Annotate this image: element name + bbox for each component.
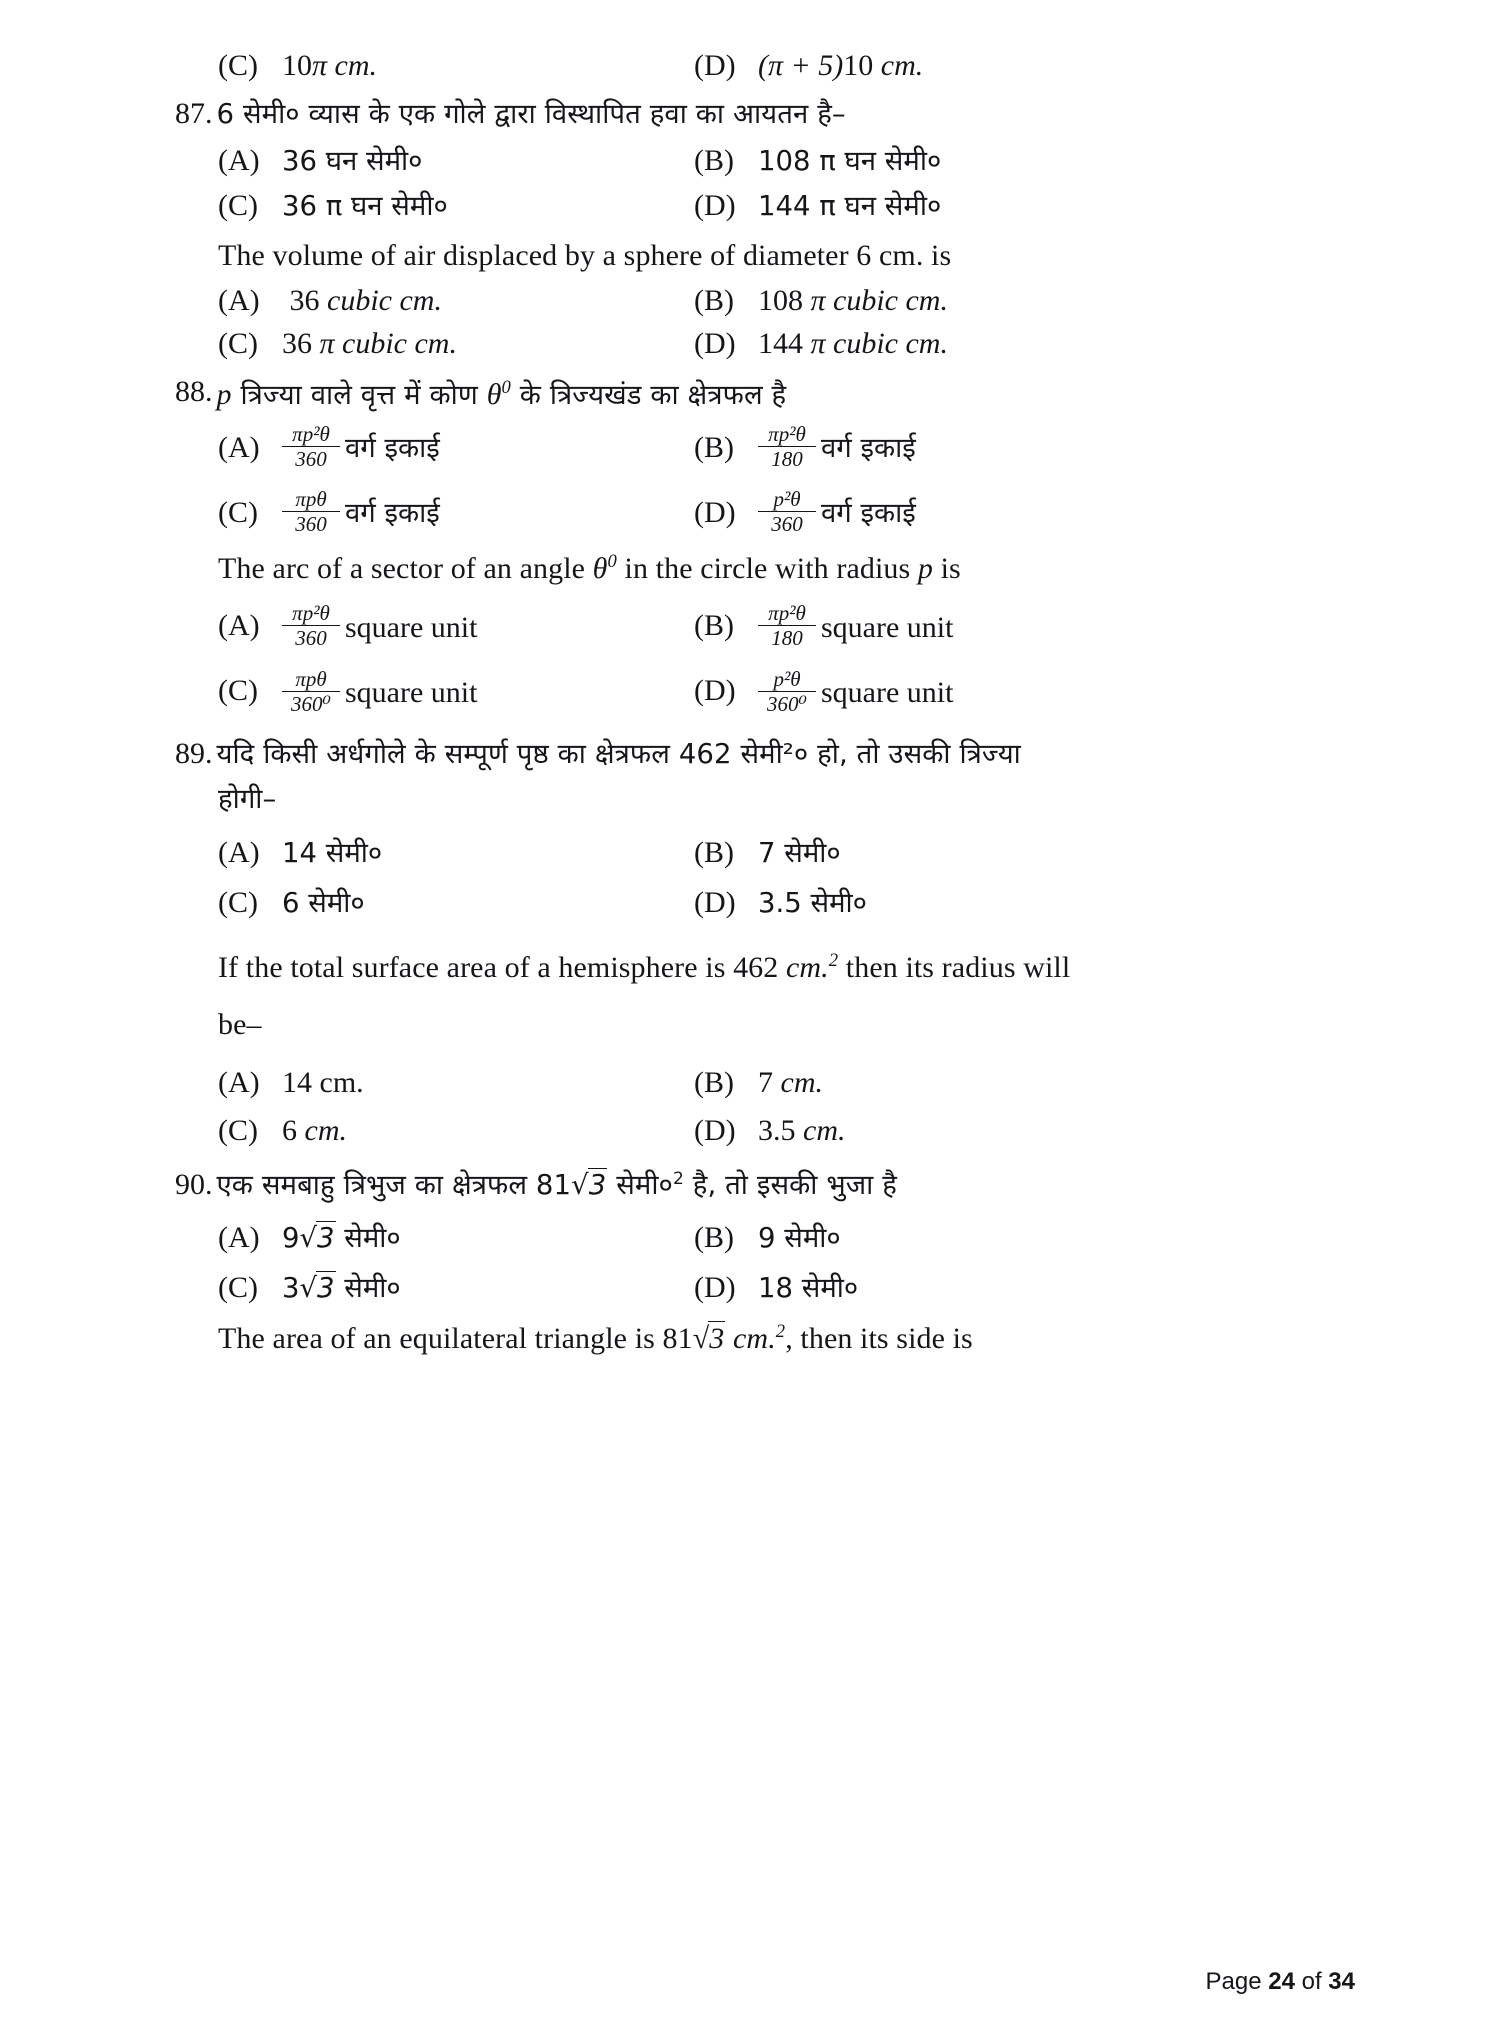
- option-b: [675, 1066, 1355, 1100]
- option-c: [175, 189, 675, 225]
- fraction-unit: square unit: [345, 610, 478, 644]
- option-c: [175, 666, 675, 717]
- option-text: 6 cm.: [282, 1113, 347, 1147]
- option-a: [175, 836, 675, 872]
- fraction-unit: वर्ग इकाई: [821, 431, 916, 464]
- option-d: [675, 1271, 1355, 1307]
- option-d: [675, 189, 1355, 225]
- page-footer: [1206, 1968, 1356, 1996]
- fraction-denominator: 360⁰: [291, 691, 331, 716]
- fraction: [282, 602, 340, 649]
- option-c: [175, 1114, 675, 1148]
- option-label: (C): [218, 49, 258, 82]
- fraction-denominator: 360: [295, 626, 327, 651]
- fraction-denominator: 180: [771, 447, 803, 472]
- footer-prefix: Page: [1205, 1968, 1262, 1995]
- question-88-hindi-options-row-1: [175, 422, 1355, 472]
- option-label: (B): [694, 143, 734, 177]
- fraction: [282, 423, 340, 470]
- option-text: 6 सेमी०: [282, 886, 365, 919]
- question-88-english-options-row-1: [175, 601, 1355, 651]
- fraction: [758, 488, 816, 535]
- option-text: 36 cubic cm.: [282, 284, 442, 318]
- question-90-header: [175, 1168, 1355, 1206]
- option-label: (D): [694, 495, 736, 529]
- option-label: (A): [218, 608, 260, 642]
- carryover-options-row: [175, 49, 1355, 83]
- option-text: [282, 487, 675, 537]
- question-number: 87.: [175, 97, 213, 130]
- fraction-numerator: πp²θ: [292, 422, 330, 447]
- option-label: (D): [694, 188, 736, 222]
- option-label: (B): [694, 1221, 734, 1255]
- option-label: (C): [218, 1271, 258, 1305]
- fraction-numerator: πpθ: [295, 487, 327, 512]
- fraction-denominator: 360⁰: [767, 691, 807, 716]
- question-89-hindi-options-row-1: [175, 836, 1355, 872]
- option-c: [175, 327, 675, 361]
- option-text: (π + 5)10 cm.: [758, 49, 924, 82]
- fraction-numerator: πp²θ: [768, 601, 806, 626]
- option-text: 144 π cubic cm.: [758, 327, 948, 361]
- question-87-header: [175, 97, 1355, 135]
- question-89-stem-english-line-1: If the total surface area of a hemisphere is 462 cm.$^2$ then its radius will: [218, 949, 1071, 984]
- option-text: 14 सेमी०: [282, 837, 383, 870]
- option-text: 108 π घन सेमी०: [758, 144, 942, 177]
- option-a: [175, 1066, 675, 1100]
- option-label: (D): [694, 49, 736, 82]
- option-text: 14 cm.: [282, 1065, 364, 1099]
- option-text: 7 सेमी०: [758, 837, 841, 870]
- carryover-option-c: [175, 49, 675, 83]
- question-89-stem-hindi-line-2: होगी–: [218, 783, 277, 816]
- question-87-english-options-row-1: [175, 284, 1355, 318]
- option-b: [675, 144, 1355, 180]
- option-label: (C): [218, 188, 258, 222]
- option-label: (D): [694, 885, 736, 919]
- question-stem-hindi: 6 सेमी० व्यास के एक गोले द्वारा विस्थापित हवा का आयतन है–: [216, 98, 846, 130]
- option-label: (B): [694, 1065, 734, 1099]
- option-label: (D): [694, 673, 736, 707]
- option-label: (C): [218, 495, 258, 529]
- option-label: (B): [694, 836, 734, 870]
- option-b: [675, 284, 1355, 318]
- option-label: (D): [694, 327, 736, 361]
- question-stem-hindi: p त्रिज्या वाले वृत्त में कोण $\theta^0$ के त्रिज्यखंड का क्षेत्रफल है: [216, 377, 787, 412]
- fraction: [758, 602, 816, 649]
- square-root: √3: [299, 1272, 335, 1305]
- square-root: √3: [299, 1222, 335, 1255]
- option-text: [282, 666, 675, 717]
- option-c: [175, 1271, 675, 1307]
- option-text: [758, 422, 1355, 472]
- question-stem-hindi: एक समबाहु त्रिभुज का क्षेत्रफल 81√3 $सेमी०^2$ है, तो इसकी भुजा है: [217, 1168, 1356, 1204]
- option-b: [675, 422, 1355, 472]
- option-a: [175, 284, 675, 318]
- option-label: (B): [694, 284, 734, 318]
- carryover-option-d: [675, 49, 1355, 83]
- option-a: [175, 601, 675, 651]
- option-d: [675, 487, 1355, 537]
- question-89-english-options-row-1: [175, 1066, 1355, 1100]
- option-text: [282, 422, 675, 472]
- fraction-unit: वर्ग इकाई: [821, 497, 916, 530]
- fraction-unit: square unit: [821, 676, 954, 710]
- option-text: [758, 666, 1355, 717]
- question-stem-hindi-line-1: यदि किसी अर्धगोले के सम्पूर्ण पृष्ठ का क्षेत्रफल 462 सेमी²० हो, तो उसकी त्रिज्या: [216, 737, 1021, 770]
- question-90-stem-english: The area of an equilateral triangle is 81√3 cm.$^2$, then its side is: [175, 1319, 1355, 1358]
- fraction-numerator: πp²θ: [292, 601, 330, 626]
- question-89-hindi-options-row-2: [175, 886, 1355, 922]
- option-text: [758, 487, 1355, 537]
- option-d: [675, 1114, 1355, 1148]
- footer-middle: of: [1301, 1968, 1322, 1995]
- fraction-numerator: πp²θ: [768, 422, 806, 447]
- option-text: 144 π घन सेमी०: [758, 189, 942, 222]
- fraction-unit: वर्ग इकाई: [345, 497, 440, 530]
- option-text: 10π cm.: [282, 49, 378, 82]
- fraction-unit: square unit: [821, 610, 954, 644]
- question-89-stem-english-line-2: be–: [218, 1007, 262, 1041]
- option-text: 3.5 cm.: [758, 1113, 846, 1147]
- question-87-hindi-options-row-2: [175, 189, 1355, 225]
- question-87-stem-english: The volume of air displaced by a sphere of diameter 6 cm. is: [218, 239, 952, 273]
- option-label: (D): [694, 1113, 736, 1147]
- fraction: [758, 668, 816, 715]
- footer-total-pages: 34: [1328, 1968, 1355, 1995]
- option-label: (D): [694, 1271, 736, 1305]
- option-label: (C): [218, 327, 258, 361]
- option-b: [675, 601, 1355, 651]
- option-d: [675, 666, 1355, 717]
- option-text: 36 घन सेमी०: [282, 144, 423, 177]
- option-label: (A): [218, 836, 260, 870]
- option-text: [282, 601, 675, 651]
- question-number: 88.: [175, 375, 213, 409]
- option-c: [175, 886, 675, 922]
- option-label: (A): [218, 143, 260, 177]
- fraction-numerator: p²θ: [773, 666, 801, 691]
- option-label: (A): [218, 284, 260, 318]
- question-88-stem-english: The arc of a sector of an angle $\theta^0$ in the circle with radius p is: [218, 551, 961, 586]
- option-d: [675, 327, 1355, 361]
- fraction: [282, 488, 340, 535]
- fraction: [282, 668, 340, 715]
- fraction-denominator: 360: [295, 512, 327, 537]
- option-text: 3√3 सेमी०: [282, 1271, 675, 1307]
- option-a: [175, 1221, 675, 1257]
- fraction-numerator: p²θ: [773, 487, 801, 512]
- fraction-numerator: πpθ: [295, 666, 327, 691]
- square-root: √3: [571, 1168, 607, 1201]
- option-text: 36 π घन सेमी०: [282, 189, 448, 222]
- fraction-denominator: 360: [771, 512, 803, 537]
- option-c: [175, 487, 675, 537]
- question-number: 90.: [175, 1167, 213, 1201]
- option-text: 18 सेमी०: [758, 1272, 859, 1305]
- option-d: [675, 886, 1355, 922]
- fraction-denominator: 180: [771, 626, 803, 651]
- option-a: [175, 422, 675, 472]
- question-87-hindi-options-row-1: [175, 144, 1355, 180]
- fraction: [758, 423, 816, 470]
- option-text: 36 π cubic cm.: [282, 327, 457, 361]
- question-88-hindi-options-row-2: [175, 487, 1355, 537]
- fraction-unit: वर्ग इकाई: [345, 431, 440, 464]
- option-b: [675, 1221, 1355, 1257]
- footer-page-number: 24: [1268, 1968, 1295, 1995]
- option-b: [675, 836, 1355, 872]
- option-text: 9 सेमी०: [758, 1222, 841, 1255]
- option-label: (B): [694, 608, 734, 642]
- question-number: 89.: [175, 736, 213, 770]
- question-89-header: [175, 737, 1355, 775]
- option-label: (A): [218, 1221, 260, 1255]
- fraction-unit: square unit: [345, 676, 478, 710]
- option-label: (A): [218, 1065, 260, 1099]
- question-88-header: [175, 375, 1355, 416]
- option-label: (C): [218, 673, 258, 707]
- option-label: (A): [218, 430, 260, 464]
- question-88-english-options-row-2: [175, 666, 1355, 717]
- square-root: √3: [692, 1321, 725, 1355]
- option-text: [758, 601, 1355, 651]
- option-a: [175, 144, 675, 180]
- question-89-english-options-row-2: [175, 1114, 1355, 1148]
- option-text: 7 cm.: [758, 1065, 823, 1099]
- question-90-hindi-options-row-1: [175, 1221, 1355, 1257]
- option-text: 108 π cubic cm.: [758, 284, 948, 318]
- option-label: (C): [218, 885, 258, 919]
- question-90-hindi-options-row-2: [175, 1271, 1355, 1307]
- option-text: 9√3 सेमी०: [282, 1221, 675, 1257]
- option-label: (B): [694, 430, 734, 464]
- option-text: 3.5 सेमी०: [758, 886, 867, 919]
- question-87-english-options-row-2: [175, 327, 1355, 361]
- option-label: (C): [218, 1113, 258, 1147]
- fraction-denominator: 360: [295, 447, 327, 472]
